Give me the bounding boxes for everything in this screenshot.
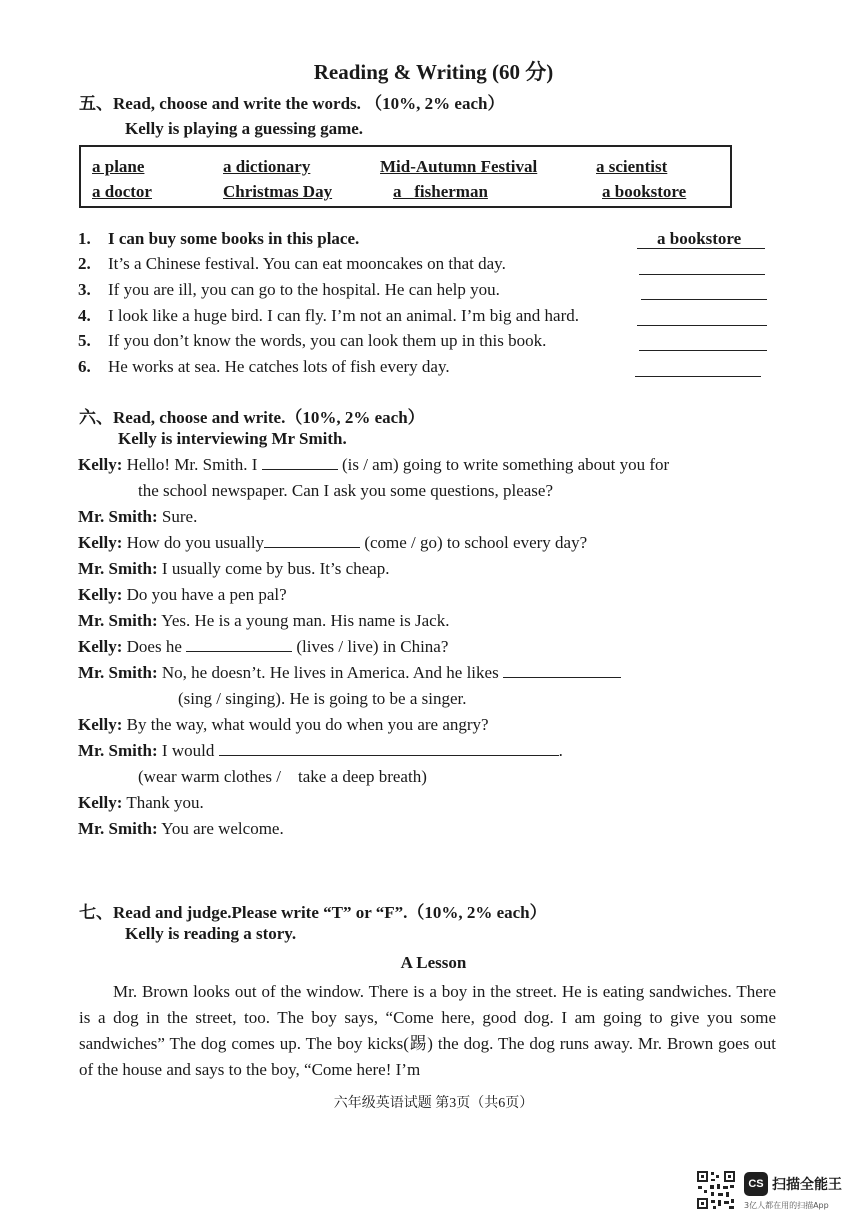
question-number: 2. [78, 254, 91, 273]
fill-blank[interactable] [264, 533, 360, 548]
dialogue-text: Thank you. [126, 793, 204, 812]
dialogue-text: I usually come by bus. It’s cheap. [161, 559, 390, 578]
answer-line-6[interactable] [635, 356, 761, 377]
question-4 [78, 306, 579, 326]
dialogue-line [78, 559, 389, 579]
section5-intro: Kelly is playing a guessing game. [125, 119, 364, 138]
dialogue-text: (is / am) going to write something about you for [341, 455, 670, 474]
dialogue-line [78, 741, 563, 761]
word-option: a dictionary [223, 157, 311, 176]
question-6 [78, 357, 450, 377]
section7-intro: Kelly is reading a story. [125, 924, 297, 943]
dialogue-line [78, 533, 587, 553]
dialogue-text: (come / go) to school every day? [364, 533, 588, 552]
dialogue-text: No, he doesn’t. He lives in America. And he likes [161, 663, 499, 682]
dialogue-text: I would [161, 741, 215, 760]
question-2 [78, 254, 506, 274]
speaker-smith: Mr. Smith: [78, 559, 158, 578]
word-option: Mid-Autumn Festival [380, 157, 538, 176]
answer-line-4[interactable] [637, 305, 767, 326]
dialogue-text: How do you usually [126, 533, 265, 552]
camscanner-slogan: 3亿人都在用的扫描App [744, 1201, 829, 1210]
speaker-kelly: Kelly: [78, 637, 123, 656]
story-paragraph: Mr. Brown looks out of the window. There is a boy in the street. He is eating sandwiches. There is a dog in the street, too. The boy says, “Come here, good dog. I am going to give you some sandwiches” The dog comes up. The boy kicks(踢) the dog. The dog runs away. Mr. Brown goes out of the house and says to the boy, “Come here! I’m [79, 982, 776, 1079]
page-title: Reading & Writing (60 分) [313, 60, 554, 84]
qr-code-icon [696, 1170, 736, 1210]
dialogue-line [78, 637, 448, 657]
question-number: 4. [78, 306, 91, 325]
dialogue-text: You are welcome. [161, 819, 284, 838]
section5-heading: 五、Read, choose and write the words. （10%, 2% each） [79, 94, 505, 113]
word-bank [79, 145, 732, 208]
question-text: If you don’t know the words, you can look them up in this book. [108, 331, 547, 350]
question-1 [78, 229, 359, 249]
word-option: a scientist [596, 157, 668, 176]
dialogue-line [78, 819, 284, 839]
speaker-kelly: Kelly: [78, 793, 123, 812]
speaker-kelly: Kelly: [78, 455, 123, 474]
question-text: If you are ill, you can go to the hospital. He can help you. [108, 280, 500, 299]
question-text: I look like a huge bird. I can fly. I’m not an animal. I’m big and hard. [108, 306, 579, 325]
dialogue-text: Hello! Mr. Smith. I [126, 455, 258, 474]
camscanner-name: 扫描全能王 [772, 1177, 842, 1193]
speaker-smith: Mr. Smith: [78, 611, 158, 630]
word-option: a bookstore [602, 182, 687, 201]
question-5 [78, 331, 546, 351]
question-number: 1. [78, 229, 91, 248]
answer-text-1: a bookstore [657, 229, 742, 248]
question-text: I can buy some books in this place. [108, 229, 360, 248]
word-option: a fisherman [393, 182, 488, 201]
dialogue-text: Sure. [161, 507, 198, 526]
answer-line-3[interactable] [641, 279, 767, 300]
speaker-kelly: Kelly: [78, 585, 123, 604]
dialogue-continuation: the school newspaper. Can I ask you some questions, please? [138, 481, 553, 500]
dialogue-text: By the way, what would you do when you are angry? [126, 715, 489, 734]
dialogue-text: (lives / live) in China? [296, 637, 449, 656]
speaker-kelly: Kelly: [78, 715, 123, 734]
answer-line-5[interactable] [639, 330, 767, 351]
dialogue-continuation: (sing / singing). He is going to be a singer. [178, 689, 467, 708]
speaker-smith: Mr. Smith: [78, 507, 158, 526]
dialogue-line [78, 793, 204, 813]
question-number: 6. [78, 357, 91, 376]
word-option: a doctor [92, 182, 152, 201]
camscanner-logo-icon: CS [744, 1172, 768, 1196]
speaker-smith: Mr. Smith: [78, 819, 158, 838]
question-text: It’s a Chinese festival. You can eat mooncakes on that day. [108, 254, 506, 273]
dialogue-text: Do you have a pen pal? [126, 585, 287, 604]
section6-intro: Kelly is interviewing Mr Smith. [118, 429, 347, 448]
question-number: 5. [78, 331, 91, 350]
dialogue-line [78, 715, 489, 735]
speaker-smith: Mr. Smith: [78, 663, 158, 682]
page-footer: 六年级英语试题 第3页（共6页） [333, 1096, 534, 1111]
speaker-smith: Mr. Smith: [78, 741, 158, 760]
section7-heading: 七、Read and judge.Please write “T” or “F”.（10%, 2% each） [79, 903, 547, 922]
dialogue-text: . [558, 741, 563, 760]
answer-line-2[interactable] [639, 254, 765, 275]
fill-blank[interactable] [219, 741, 559, 756]
speaker-kelly: Kelly: [78, 533, 123, 552]
dialogue-line [78, 663, 621, 683]
story-title: A Lesson [400, 953, 467, 972]
section6-heading: 六、Read, choose and write.（10%, 2% each） [79, 408, 425, 427]
question-text: He works at sea. He catches lots of fish every day. [108, 357, 450, 376]
dialogue-line [78, 611, 449, 631]
dialogue-text: Does he [126, 637, 182, 656]
dialogue-line [78, 585, 287, 605]
dialogue-line [78, 455, 669, 475]
fill-blank[interactable] [186, 637, 292, 652]
dialogue-line [78, 507, 197, 527]
fill-blank[interactable] [503, 663, 621, 678]
word-option: a plane [92, 157, 145, 176]
dialogue-text: Yes. He is a young man. His name is Jack. [161, 611, 450, 630]
question-3 [78, 280, 500, 300]
word-option: Christmas Day [223, 182, 333, 201]
question-number: 3. [78, 280, 91, 299]
dialogue-options: (wear warm clothes / take a deep breath) [138, 767, 427, 786]
fill-blank[interactable] [262, 455, 338, 470]
